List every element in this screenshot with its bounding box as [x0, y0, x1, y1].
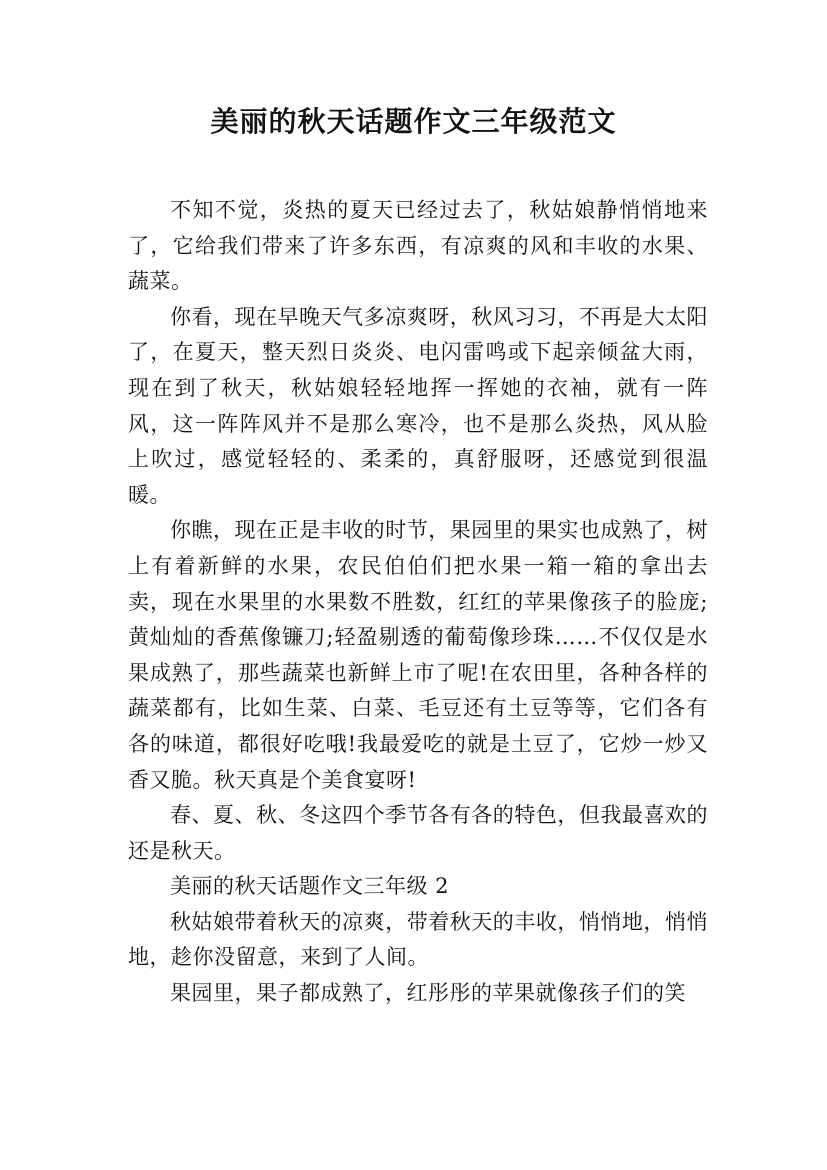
- section-subheading: 美丽的秋天话题作文三年级 2: [170, 874, 450, 899]
- paragraph: 春、夏、秋、冬这四个季节各有各的特色，但我最喜欢的还是秋天。: [128, 803, 708, 863]
- paragraph: 果园里，果子都成熟了，红彤彤的苹果就像孩子们的笑: [170, 981, 686, 1006]
- paragraph: 你瞧，现在正是丰收的时节，果园里的果实也成熟了，树上有着新鲜的水果，农民伯伯们把水果一箱一箱的拿出去卖，现在水果里的水果数不胜数，红红的苹果像孩子的脸庞;黄灿灿的香蕉像镰刀;轻盈剔透的葡萄像珍珠……不仅仅是水果成熟了，那些蔬菜也新鲜上市了呢!在农田里，各种各样的蔬菜都有，比如生菜、白菜、毛豆还有土豆等等，它们各有各的味道，都很好吃哦!我最爱吃的就是土豆了，它炒一炒又香又脆。秋天真是个美食宴呀!: [128, 518, 708, 792]
- document-body: [128, 193, 708, 1012]
- paragraph: 秋姑娘带着秋天的凉爽，带着秋天的丰收，悄悄地，悄悄地，趁你没留意，来到了人间。: [128, 909, 708, 970]
- paragraph: 你看，现在早晚天气多凉爽呀，秋风习习，不再是大太阳了，在夏天，整天烈日炎炎、电闪雷鸣或下起亲倾盆大雨，现在到了秋天，秋姑娘轻轻地挥一挥她的衣袖，就有一阵风，这一阵阵风并不是那么寒冷，也不是那么炎热，风从脸上吹过，感觉轻轻的、柔柔的，真舒服呀，还感觉到很温暖。: [128, 304, 708, 507]
- document-title: 美丽的秋天话题作文三年级范文: [210, 105, 617, 138]
- paragraph: 不知不觉，炎热的夏天已经过去了，秋姑娘静悄悄地来了，它给我们带来了许多东西，有凉爽的风和丰收的水果、蔬菜。: [128, 198, 708, 294]
